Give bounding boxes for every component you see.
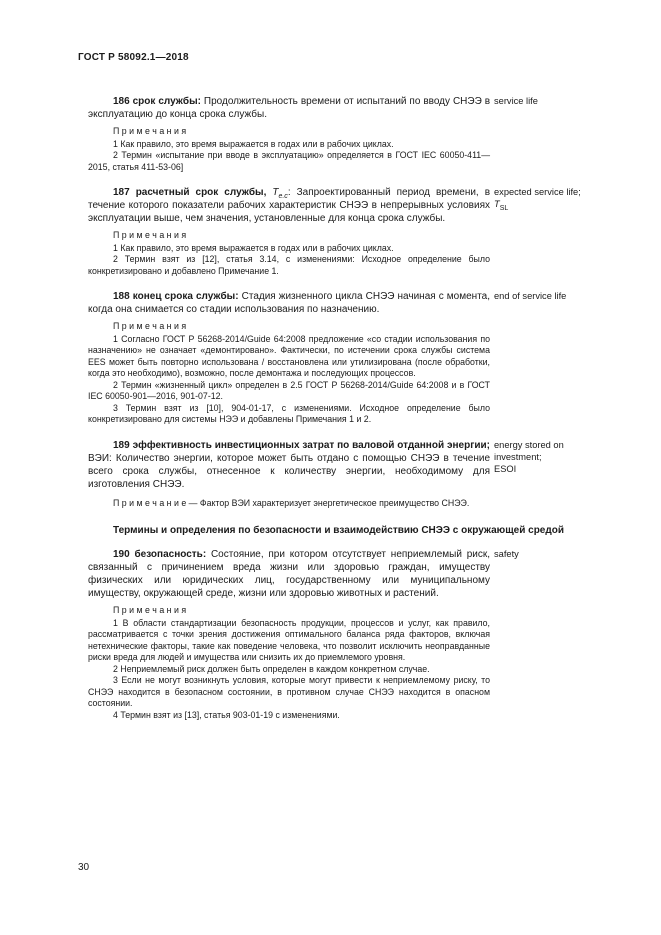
english-term-text: energy stored on investment; bbox=[494, 439, 564, 462]
definition-paragraph bbox=[88, 290, 490, 316]
english-term-text: service life bbox=[494, 96, 538, 106]
definition-paragraph bbox=[88, 186, 490, 225]
notes-label: П р и м е ч а н и я bbox=[113, 230, 187, 240]
term-entry-187 bbox=[88, 186, 581, 277]
term-entry-188 bbox=[88, 290, 567, 426]
note-item: 2 Термин «жизненный цикл» определен в 2.5 ГОСТ Р 56268-2014/Guide 64:2008 и в ГОСТ IEC 60050-901—2016, 901-07-12. bbox=[88, 379, 490, 401]
english-term-text: end of service life bbox=[494, 291, 567, 301]
term-number: 188 bbox=[113, 291, 130, 302]
term-title: расчетный срок службы, bbox=[135, 187, 267, 198]
english-term bbox=[494, 95, 596, 107]
term-definition: Количество энергии, которое может быть отдано с помощью СНЭЭ в течение всего срока службы, отнесенное к количеству энергии, необходимому для изготовления СНЭЭ. bbox=[88, 452, 491, 490]
term-symbol: $T_{е.с}$: bbox=[272, 187, 291, 200]
term-number: 189 bbox=[113, 439, 130, 451]
note-item: 2 Термин взят из [12], статья 3.14, с изменениями: Исходное определение было конкретизировано и добавлено Примечание 1. bbox=[88, 254, 490, 276]
note-item: П р и м е ч а н и е — Фактор ВЭИ характеризует энергетическое преимущество СНЭЭ. bbox=[113, 497, 470, 508]
term-definition: Продолжительность времени от испытаний по вводу СНЭЭ в эксплуатацию до конца срока службы. bbox=[88, 96, 491, 120]
term-definition: Состояние, при котором отсутствует неприемлемый риск, связанный с причинением вреда жизни или здоровью граждан, имуществу физических или юридических лиц, государственному или муниципальному имуществу, окружающей среде, жизни или здоровью животных и растений. bbox=[88, 549, 490, 599]
notes-label: П р и м е ч а н и я bbox=[113, 126, 187, 136]
term-entry-190 bbox=[88, 548, 519, 721]
english-term bbox=[494, 439, 596, 475]
term-title: безопасность: bbox=[134, 549, 207, 560]
term-title: срок службы: bbox=[132, 96, 201, 107]
note-item: 4 Термин взят из [13], статья 903-01-19 с изменениями. bbox=[113, 709, 340, 720]
term-number: 187 bbox=[113, 187, 130, 198]
term-definition: Запроектированный период времени, в течение которого показатели рабочих характеристик СНЭЭ в непрерывных условиях эксплуатации выше, чем значения, установленные для конца срока службы. bbox=[88, 187, 491, 224]
page-number: 30 bbox=[78, 862, 90, 873]
english-term-text: safety bbox=[494, 549, 519, 559]
term-number: 186 bbox=[113, 96, 130, 107]
note-item: 2 Неприемлемый риск должен быть определен в каждом конкретном случае. bbox=[113, 663, 430, 674]
note-item: 3 Если не могут возникнуть условия, которые могут привести к неприемлемому риску, то СНЭЭ находится в безопасном состоянии, в противном случае СНЭЭ находится в опасном состоянии. bbox=[88, 675, 490, 708]
term-title: конец срока службы: bbox=[132, 291, 239, 302]
term-entry-186 bbox=[88, 95, 538, 173]
term-definition: Стадия жизненного цикла СНЭЭ начиная с момента, когда она снимается со стадии использования по назначению. bbox=[88, 291, 490, 315]
note-item: 1 Как правило, это время выражается в годах или в рабочих циклах. bbox=[113, 242, 394, 253]
notes-label: П р и м е ч а н и я bbox=[113, 321, 187, 331]
term-number: 190 bbox=[113, 549, 130, 560]
notes-label: П р и м е ч а н и я bbox=[113, 605, 187, 615]
section-heading: Термины и определения по безопасности и взаимодействию СНЭЭ с окружающей средой bbox=[113, 525, 564, 536]
note-item: 1 Как правило, это время выражается в годах или в рабочих циклах. bbox=[113, 138, 394, 149]
english-term-symbol: $T_{SL}$ bbox=[494, 199, 509, 212]
document-header: ГОСТ Р 58092.1—2018 bbox=[78, 52, 189, 63]
definition-paragraph bbox=[88, 548, 490, 600]
english-term-abbr: ESOI bbox=[494, 463, 517, 474]
term-title: эффективность инвестиционных затрат по валовой отданной энергии; bbox=[132, 439, 490, 451]
note-item: 2 Термин «испытание при вводе в эксплуатацию» определяется в ГОСТ IEC 60050-411—2015, статья 411-53-06] bbox=[88, 150, 490, 172]
english-term bbox=[494, 548, 596, 560]
english-term bbox=[494, 186, 596, 210]
definition-paragraph bbox=[88, 439, 490, 491]
english-term-text: expected service life; bbox=[494, 187, 581, 197]
term-entry-189 bbox=[88, 439, 564, 510]
english-term bbox=[494, 290, 596, 302]
definition-paragraph bbox=[88, 95, 490, 121]
document-content bbox=[88, 95, 581, 734]
note-item: 1 Согласно ГОСТ Р 56268-2014/Guide 64:2008 предложение «со стадии использования по назначению» не означает «демонтировано». Фактически, по истечении срока службы система EES может быть повторно использована / восстановлена или утилизирована (после обработки, когда это необходимо), возможно, после демонтажа и последующих процессов. bbox=[88, 333, 490, 378]
note-item: 3 Термин взят из [10], 904-01-17, с изменениями. Исходное определение было конкретизировано для системы НЭЭ и добавлены Примечания 1 и 2. bbox=[88, 402, 490, 424]
note-item: 1 В области стандартизации безопасность продукции, процессов и услуг, как правило, рассматривается с точки зрения достижения оптимального баланса ряда факторов, включая нетехнические факторы, такие как поведение человека, что позволит исключить неоправданные риски вреда для людей и имущества или снизить их до приемлемого уровня. bbox=[88, 617, 490, 662]
term-abbreviation: ВЭИ: bbox=[88, 452, 112, 464]
